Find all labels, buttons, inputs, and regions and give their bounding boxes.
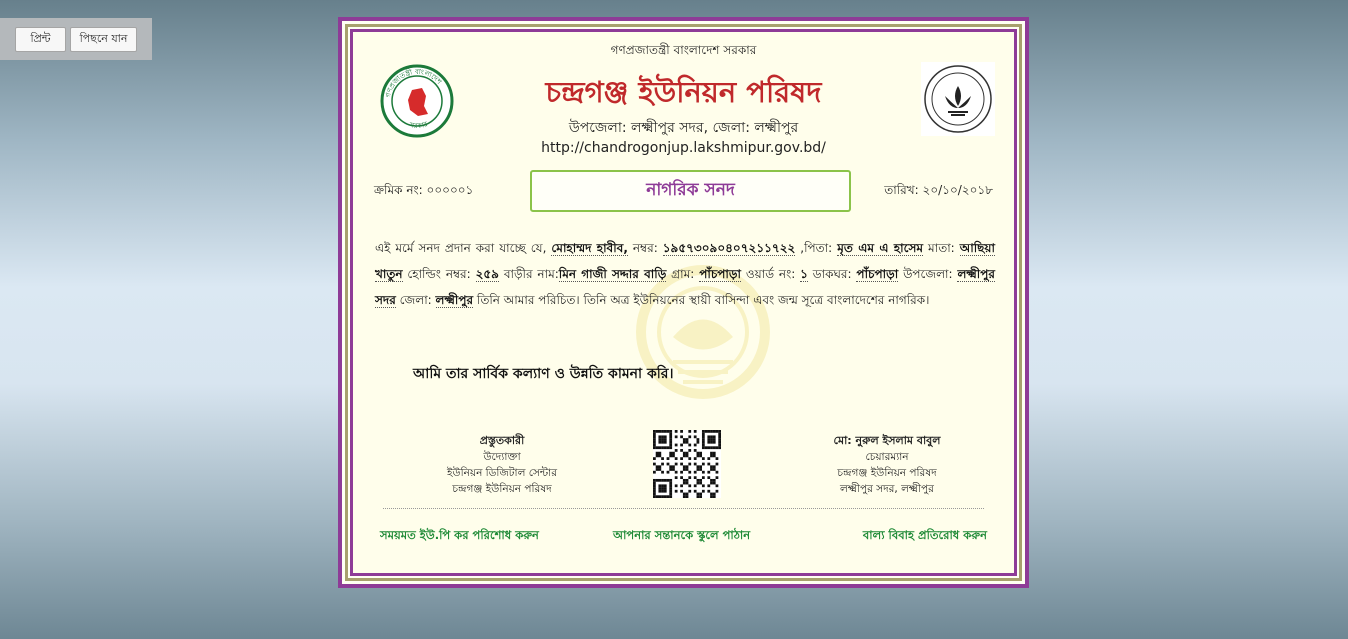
qr-code-icon: [653, 430, 721, 498]
back-button[interactable]: পিছনে যান: [70, 27, 137, 52]
upazila-name: লক্ষ্মীপুর সদর: [375, 267, 995, 307]
serial-value: ০০০০০১: [426, 183, 474, 197]
footer-divider: [383, 508, 984, 509]
preparer-signature-block: [417, 433, 587, 497]
serial-number: [374, 182, 473, 202]
holding-number: ২৫৯: [475, 267, 499, 281]
national-id: ১৯৫৭৩০৯০৪০৭২১১৭২২: [662, 241, 796, 255]
address-line: উপজেলা: লক্ষ্মীপুর সদর, জেলা: লক্ষ্মীপুর: [568, 120, 799, 136]
preparer-title: প্রস্তুতকারী: [479, 434, 525, 447]
statement-text: ডাকঘর:: [807, 267, 857, 281]
chairman-line: চেয়ারম্যান: [865, 451, 909, 463]
village-name: পাঁচপাড়া: [699, 267, 741, 281]
statement-text: জেলা:: [395, 293, 436, 307]
statement-text: ,পিতা:: [795, 241, 838, 255]
bangladesh-govt-seal-icon: [380, 64, 454, 138]
statement-text: ওয়ার্ড নং:: [740, 267, 801, 281]
issue-date: [884, 182, 993, 202]
toolbar: [0, 18, 152, 60]
date-value: ২০/১০/২০১৮: [922, 183, 993, 197]
ward-number: ১: [800, 267, 808, 281]
district-name: লক্ষ্মীপুর: [435, 293, 474, 307]
statement-text: এই মর্মে সনদ প্রদান করা যাচ্ছে যে,: [375, 241, 552, 255]
house-name: মিন গাজী সদ্দার বাড়ি: [558, 267, 667, 281]
lotus-emblem-icon: [921, 62, 995, 136]
seal-text-top: গণপ্রজাতন্ত্রী বাংলাদেশ: [384, 67, 443, 99]
chairman-name: মো: নুরুল ইসলাম বাবুল: [833, 434, 941, 447]
certificate-type-badge: [530, 170, 851, 212]
statement-text: উপজেলা:: [898, 267, 958, 281]
statement-text: হোল্ডিং নম্বর:: [402, 267, 476, 281]
wish-line: আমি তার সার্বিক কল্যাণ ও উন্নতি কামনা করি।: [413, 366, 674, 382]
footer-slogan-tax: সময়মত ইউ.পি কর পরিশোধ করুন: [380, 528, 539, 542]
certificate-statement: [375, 235, 995, 313]
mother-name: আছিয়া খাতুন: [375, 241, 995, 281]
government-label: গণপ্রজাতন্ত্রী বাংলাদেশ সরকার: [610, 43, 757, 57]
preparer-line: উদ্যোক্তা: [483, 451, 521, 463]
website-url: http://chandrogonjup.lakshmipur.gov.bd/: [541, 140, 826, 156]
father-name: মৃত এম এ হাসেম: [837, 241, 924, 255]
preparer-line: চন্দ্রগঞ্জ ইউনিয়ন পরিষদ: [452, 483, 552, 495]
seal-text-bottom: সরকার: [408, 120, 429, 131]
chairman-line: লক্ষ্মীপুর সদর, লক্ষ্মীপুর: [840, 483, 934, 495]
serial-label: ক্রমিক নং:: [374, 183, 423, 197]
union-title: চন্দ্রগঞ্জ ইউনিয়ন পরিষদ: [545, 75, 822, 109]
chairman-line: চন্দ্রগঞ্জ ইউনিয়ন পরিষদ: [837, 467, 937, 479]
certificate-body: [353, 32, 1014, 573]
certificate: [338, 17, 1029, 588]
post-office: পাঁচপাড়া: [856, 267, 899, 281]
date-label: তারিখ:: [884, 183, 919, 197]
statement-text: বাড়ীর নাম:: [498, 267, 559, 281]
certificate-type: নাগরিক সনদ: [646, 180, 735, 200]
footer-slogan-child-marriage: বাল্য বিবাহ প্রতিরোধ করুন: [862, 528, 987, 542]
print-button[interactable]: প্রিন্ট: [15, 27, 66, 52]
statement-text: মাতা:: [923, 241, 960, 255]
citizen-name: মোহাম্মদ হাবীব,: [551, 241, 628, 255]
statement-text: নম্বর:: [627, 241, 663, 255]
chairman-signature-block: [802, 433, 972, 497]
footer-slogan-school: আপনার সন্তানকে স্কুলে পাঠান: [613, 528, 751, 542]
preparer-line: ইউনিয়ন ডিজিটাল সেন্টার: [446, 467, 558, 479]
statement-text: তিনি আমার পরিচিত। তিনি অত্র ইউনিয়নের স্থায়ী বাসিন্দা এবং জন্ম সূত্রে বাংলাদেশের নাগরিক।: [473, 293, 930, 307]
statement-text: গ্রাম:: [666, 267, 700, 281]
